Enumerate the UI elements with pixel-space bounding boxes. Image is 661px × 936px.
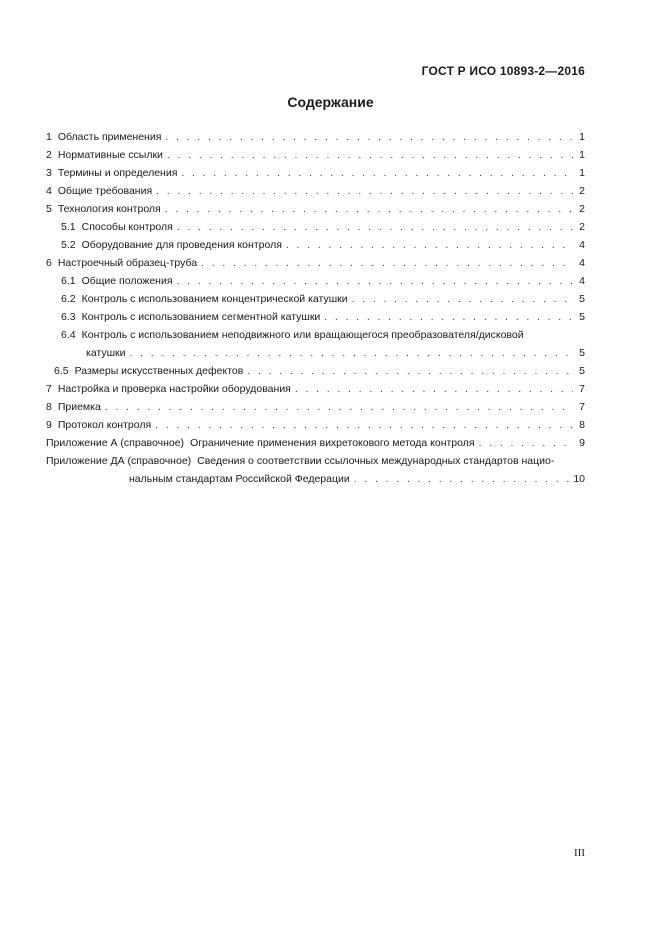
toc-entry-label-continuation: катушки — [86, 347, 126, 359]
toc-entry-label: Настройка и проверка настройки оборудования — [57, 383, 291, 395]
toc-entry[interactable] — [46, 198, 585, 216]
toc-entry-number: 6.3 — [61, 311, 76, 323]
toc-annex-designation: Приложение А (справочное) — [46, 437, 185, 449]
page-number: III — [574, 847, 585, 859]
toc-entry-number: 5.2 — [61, 239, 76, 251]
toc-entry-number: 2 — [46, 149, 52, 161]
toc-entry-page: 4 — [579, 275, 585, 287]
toc-entry-page: 5 — [579, 365, 585, 377]
toc-entry-label: Термины и определения — [57, 167, 178, 179]
dot-leader — [247, 365, 573, 378]
toc-title: Содержание — [287, 94, 374, 110]
toc-entry-label: Технология контроля — [57, 203, 161, 215]
toc-subentry[interactable] — [46, 324, 585, 342]
toc-entry-number: 5.1 — [61, 221, 76, 233]
toc-entry-label-continuation: нальным стандартам Российской Федерации — [129, 473, 350, 485]
toc-entry-page: 2 — [579, 221, 585, 233]
toc-entry-number: 6.2 — [61, 293, 76, 305]
dot-leader — [165, 203, 573, 216]
toc-entry-page: 2 — [579, 185, 585, 197]
toc-entry-number: 9 — [46, 419, 52, 431]
toc-subentry[interactable] — [46, 306, 585, 324]
toc-entry[interactable] — [46, 126, 585, 144]
dot-leader — [286, 239, 573, 252]
toc-entry-label: Сведения о соответствии ссылочных международных стандартов нацио- — [197, 455, 555, 467]
toc-entry-label: Контроль с использованием неподвижного или вращающегося преобразователя/дисковой — [81, 329, 524, 341]
dot-leader — [354, 473, 570, 486]
toc-entry-label: Способы контроля — [81, 221, 173, 233]
toc-entry-page: 1 — [579, 131, 585, 143]
dot-leader — [324, 311, 573, 324]
toc-entry-label: Протокол контроля — [57, 419, 152, 431]
toc-entry-label: Общие положения — [81, 275, 173, 287]
toc-entry[interactable] — [46, 180, 585, 198]
dot-leader — [105, 401, 573, 414]
toc-entry-label: Нормативные ссылки — [57, 149, 163, 161]
toc-entry-page: 4 — [579, 239, 585, 251]
toc-entry-label: Приемка — [57, 401, 101, 413]
toc-entry-label: Настроечный образец-труба — [57, 257, 198, 269]
dot-leader — [479, 437, 573, 450]
toc-entry-page: 5 — [579, 293, 585, 305]
dot-leader — [167, 149, 573, 162]
dot-leader — [181, 167, 573, 180]
toc-entry-page: 1 — [579, 149, 585, 161]
toc-entry-label: Размеры искусственных дефектов — [74, 365, 244, 377]
toc-annex-continuation[interactable] — [46, 468, 585, 486]
dot-leader — [130, 347, 574, 360]
toc-entry[interactable] — [46, 378, 585, 396]
toc-entry-page: 4 — [579, 257, 585, 269]
toc-subentry[interactable] — [46, 234, 585, 252]
toc-entry[interactable] — [46, 252, 585, 270]
toc-annex-designation: Приложение ДА (справочное) — [46, 455, 192, 467]
toc-entry-number: 6.1 — [61, 275, 76, 287]
toc-entry-number: 6.4 — [61, 329, 76, 341]
toc-entry-page: 9 — [579, 437, 585, 449]
toc-entry-number: 3 — [46, 167, 52, 179]
toc-subentry[interactable] — [46, 288, 585, 306]
toc-entry-number: 7 — [46, 383, 52, 395]
toc-entry[interactable] — [46, 414, 585, 432]
toc-annex-entry[interactable] — [46, 450, 585, 468]
dot-leader — [295, 383, 573, 396]
toc-entry-page: 8 — [579, 419, 585, 431]
toc-entry-label: Ограничение применения вихретокового метода контроля — [190, 437, 475, 449]
toc-entry-number: 5 — [46, 203, 52, 215]
toc-entry-number: 6.5 — [54, 365, 69, 377]
toc-entry-page: 7 — [579, 383, 585, 395]
toc-entry-page: 7 — [579, 401, 585, 413]
toc-entry-number: 1 — [46, 131, 52, 143]
toc-subentry-continuation[interactable] — [46, 342, 585, 360]
toc-entry-number: 4 — [46, 185, 52, 197]
toc-entry-page: 2 — [579, 203, 585, 215]
toc-entry-label: Контроль с использованием концентрической катушки — [81, 293, 348, 305]
toc-entry-page: 1 — [579, 167, 585, 179]
toc-entry-page: 5 — [579, 311, 585, 323]
toc-annex-entry[interactable] — [46, 432, 585, 450]
toc-entry-label: Контроль с использованием сегментной катушки — [81, 311, 321, 323]
toc-entry-label: Оборудование для проведения контроля — [81, 239, 282, 251]
dot-leader — [155, 419, 573, 432]
toc-subentry[interactable] — [46, 270, 585, 288]
document-id-header: ГОСТ Р ИСО 10893-2—2016 — [421, 64, 585, 78]
toc-subentry[interactable] — [46, 216, 585, 234]
toc-entry[interactable] — [46, 144, 585, 162]
toc-entry-label: Общие требования — [57, 185, 153, 197]
dot-leader — [201, 257, 573, 270]
dot-leader — [352, 293, 573, 306]
toc-entry-number: 6 — [46, 257, 52, 269]
toc-entry-number: 8 — [46, 401, 52, 413]
toc-entry[interactable] — [46, 396, 585, 414]
dot-leader — [165, 131, 573, 144]
toc-entry-label: Область применения — [57, 131, 162, 143]
toc-entry-page: 5 — [579, 347, 585, 359]
dot-leader — [177, 275, 573, 288]
dot-leader — [156, 185, 573, 198]
toc-entry-page: 10 — [573, 473, 585, 485]
dot-leader — [177, 221, 573, 234]
table-of-contents — [46, 126, 585, 486]
toc-entry[interactable] — [46, 162, 585, 180]
toc-subentry[interactable] — [46, 360, 585, 378]
